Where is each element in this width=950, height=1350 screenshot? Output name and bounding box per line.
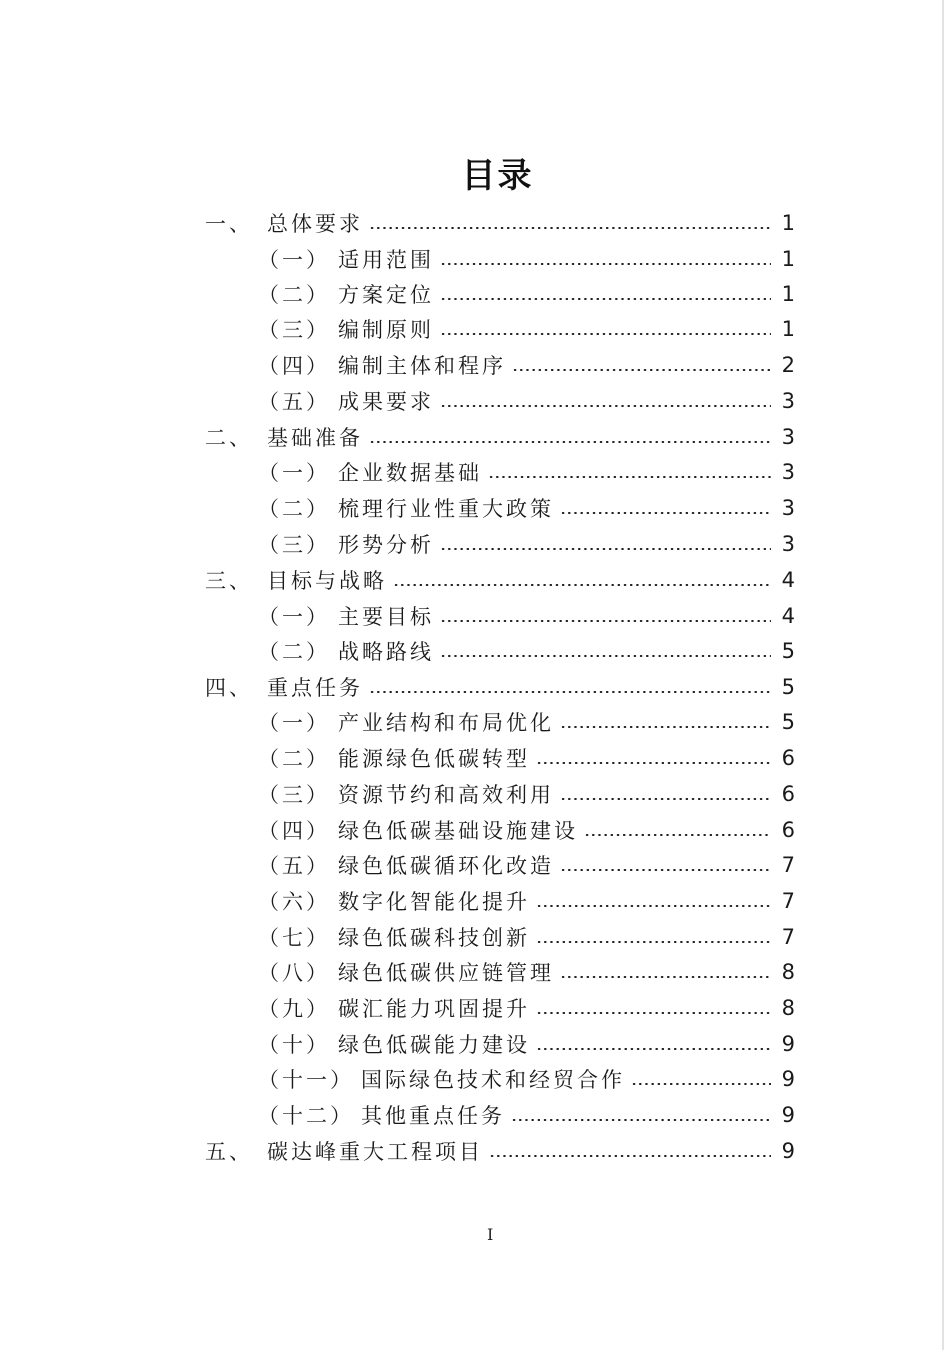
dot-leader [440, 298, 771, 300]
toc-entry-label: 绿色低碳能力建设 [338, 1033, 530, 1057]
dot-leader [584, 834, 771, 836]
toc-entry-number: （一） [258, 461, 330, 485]
toc-entry[interactable] [258, 955, 795, 989]
dot-leader [536, 941, 771, 943]
dot-leader [440, 548, 771, 550]
toc-entry-number: （三） [258, 533, 330, 557]
toc-entry-page: 7 [781, 889, 795, 913]
toc-entry-label: 绿色低碳循环化改造 [338, 854, 554, 878]
toc-entry[interactable] [258, 813, 795, 847]
toc-entry-label: 战略路线 [338, 640, 434, 664]
toc-entry[interactable] [258, 1062, 795, 1096]
toc-entry-label: 适用范围 [338, 248, 434, 272]
toc-entry-number: （四） [258, 354, 330, 378]
toc-entry-label: 方案定位 [338, 283, 434, 307]
toc-entry-page: 8 [781, 960, 795, 984]
toc-entry[interactable] [258, 884, 795, 918]
toc-entry-number: （一） [258, 248, 330, 272]
toc-entry-page: 9 [781, 1103, 795, 1127]
toc-entry-page: 3 [781, 532, 795, 556]
toc-entry[interactable] [258, 491, 795, 525]
toc-entry[interactable] [258, 705, 795, 739]
dot-leader [536, 1048, 771, 1050]
toc-entry-page: 9 [781, 1067, 795, 1091]
toc-entry-label: 产业结构和布局优化 [338, 711, 554, 735]
toc-entry-number: （八） [258, 961, 330, 985]
toc-entry-number: （二） [258, 640, 330, 664]
toc-entry-page: 4 [781, 568, 795, 592]
toc-entry-label: 国际绿色技术和经贸合作 [361, 1068, 625, 1092]
toc-entry-number: （二） [258, 283, 330, 307]
toc-entry[interactable] [258, 1027, 795, 1061]
toc-entry-label: 绿色低碳基础设施建设 [338, 819, 578, 843]
toc-entry-page: 9 [781, 1032, 795, 1056]
page-footer-number: I [487, 1225, 494, 1244]
toc-entry-label: 碳汇能力巩固提升 [338, 997, 530, 1021]
toc-entry-page: 5 [781, 639, 795, 663]
dot-leader [440, 263, 771, 265]
toc-entry-page: 5 [781, 710, 795, 734]
dot-leader [393, 584, 771, 586]
dot-leader [440, 333, 771, 335]
toc-entry-number: 五、 [205, 1140, 253, 1164]
toc-entry-label: 成果要求 [338, 390, 434, 414]
toc-entry[interactable] [205, 670, 795, 704]
toc-entry-page: 1 [781, 317, 795, 341]
toc-entry-number: （一） [258, 711, 330, 735]
toc-entry-page: 1 [781, 282, 795, 306]
toc-entry-number: （六） [258, 890, 330, 914]
toc-entry[interactable] [258, 991, 795, 1025]
toc-entry-number: 二、 [205, 426, 253, 450]
toc-entry[interactable] [258, 348, 795, 382]
toc-entry-label: 资源节约和高效利用 [338, 783, 554, 807]
dot-leader [511, 1119, 771, 1121]
dot-leader [440, 655, 771, 657]
toc-entry[interactable] [258, 277, 795, 311]
toc-entry[interactable] [258, 599, 795, 633]
toc-entry-label: 重点任务 [267, 676, 363, 700]
dot-leader [560, 869, 771, 871]
toc-entry-label: 数字化智能化提升 [338, 890, 530, 914]
toc-entry-number: （三） [258, 783, 330, 807]
toc-entry-number: 四、 [205, 676, 253, 700]
toc-entry-number: （五） [258, 854, 330, 878]
toc-entry-label: 总体要求 [267, 212, 363, 236]
dot-leader [440, 620, 771, 622]
toc-entry[interactable] [205, 206, 795, 240]
toc-entry-page: 8 [781, 996, 795, 1020]
toc-entry-page: 4 [781, 604, 795, 628]
dot-leader [536, 1012, 771, 1014]
toc-entry-label: 梳理行业性重大政策 [338, 497, 554, 521]
toc-entry-label: 绿色低碳科技创新 [338, 926, 530, 950]
toc-entry-page: 7 [781, 925, 795, 949]
toc-entry[interactable] [258, 455, 795, 489]
toc-entry-number: （十一） [258, 1068, 354, 1092]
dot-leader [489, 1155, 771, 1157]
toc-entry-label: 其他重点任务 [361, 1104, 505, 1128]
toc-entry-number: （五） [258, 390, 330, 414]
toc-entry[interactable] [258, 848, 795, 882]
dot-leader [560, 726, 771, 728]
dot-leader [440, 405, 771, 407]
toc-entry-label: 能源绿色低碳转型 [338, 747, 530, 771]
dot-leader [536, 762, 771, 764]
toc-entry[interactable] [205, 1134, 795, 1168]
dot-leader [536, 905, 771, 907]
toc-title: 目录 [461, 156, 534, 196]
toc-entry-label: 目标与战略 [267, 569, 387, 593]
toc-entry[interactable] [258, 741, 795, 775]
toc-entry-page: 7 [781, 853, 795, 877]
toc-entry[interactable] [258, 384, 795, 418]
toc-entry[interactable] [258, 920, 795, 954]
toc-entry-page: 1 [781, 247, 795, 271]
toc-entry-number: （四） [258, 819, 330, 843]
toc-entry-page: 5 [781, 675, 795, 699]
toc-entry-page: 6 [781, 782, 795, 806]
toc-entry-number: （三） [258, 318, 330, 342]
toc-entry-label: 编制原则 [338, 318, 434, 342]
toc-entry-page: 3 [781, 496, 795, 520]
toc-entry-page: 2 [781, 353, 795, 377]
toc-entry-number: 一、 [205, 212, 253, 236]
toc-entry-label: 基础准备 [267, 426, 363, 450]
dot-leader [631, 1083, 771, 1085]
dot-leader [369, 441, 771, 443]
toc-entry-page: 9 [781, 1139, 795, 1163]
toc-entry-label: 编制主体和程序 [338, 354, 506, 378]
toc-entry[interactable] [258, 634, 795, 668]
dot-leader [560, 798, 771, 800]
toc-entry-number: 三、 [205, 569, 253, 593]
toc-entry[interactable] [258, 1098, 795, 1132]
toc-entry-number: （二） [258, 747, 330, 771]
toc-entry-number: （二） [258, 497, 330, 521]
toc-entry-number: （九） [258, 997, 330, 1021]
dot-leader [369, 227, 771, 229]
toc-entry-label: 企业数据基础 [338, 461, 482, 485]
toc-entry-page: 1 [781, 211, 795, 235]
toc-entry-label: 主要目标 [338, 605, 434, 629]
dot-leader [560, 976, 771, 978]
dot-leader [488, 476, 771, 478]
toc-entry[interactable] [258, 777, 795, 811]
toc-entry-number: （十二） [258, 1104, 354, 1128]
toc-entry-page: 3 [781, 389, 795, 413]
toc-entry[interactable] [258, 312, 795, 346]
toc-entry-number: （一） [258, 605, 330, 629]
toc-entry-page: 6 [781, 818, 795, 842]
toc-entry-number: （七） [258, 926, 330, 950]
dot-leader [512, 369, 771, 371]
toc-entry[interactable] [258, 242, 795, 276]
toc-entry-label: 碳达峰重大工程项目 [267, 1140, 483, 1164]
toc-entry-label: 绿色低碳供应链管理 [338, 961, 554, 985]
toc-entry[interactable] [258, 527, 795, 561]
dot-leader [369, 691, 771, 693]
dot-leader [560, 512, 771, 514]
toc-entry-page: 6 [781, 746, 795, 770]
toc-entry[interactable] [205, 563, 795, 597]
toc-entry[interactable] [205, 420, 795, 454]
toc-entry-number: （十） [258, 1033, 330, 1057]
toc-entry-page: 3 [781, 460, 795, 484]
toc-entry-label: 形势分析 [338, 533, 434, 557]
toc-entry-page: 3 [781, 425, 795, 449]
